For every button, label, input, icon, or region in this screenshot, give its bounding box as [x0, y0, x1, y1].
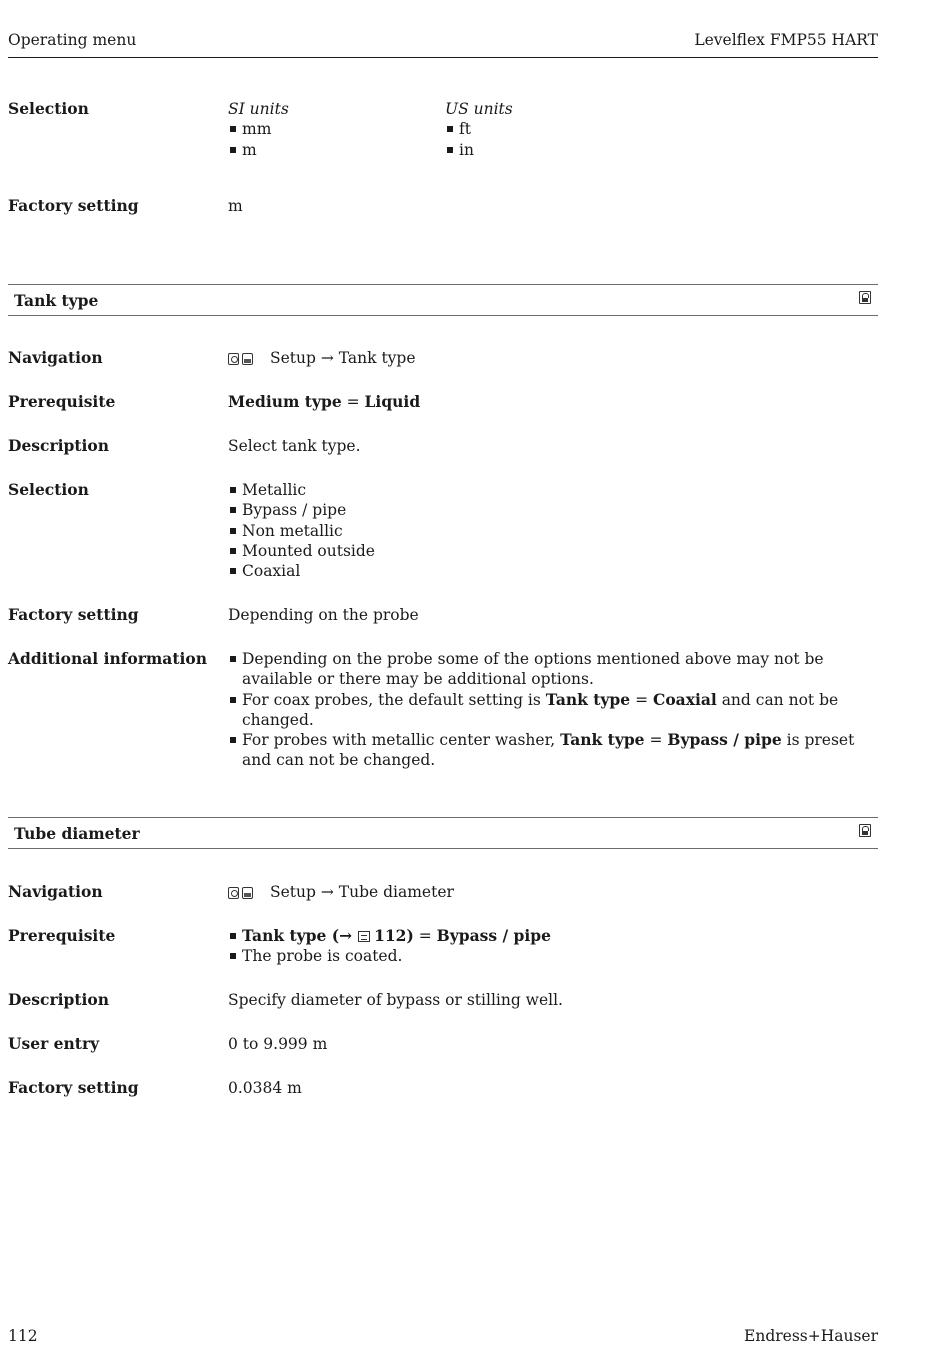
- list-item: The probe is coated.: [228, 946, 878, 966]
- navigation-value: [228, 348, 878, 369]
- additional-information-list: [228, 649, 878, 771]
- section-title: Tank type: [14, 291, 99, 310]
- operating-tool-icon: [228, 887, 239, 899]
- local-display-icon: [242, 887, 253, 899]
- user-entry-label: User entry: [8, 1034, 100, 1053]
- si-units-list: [228, 119, 428, 160]
- navigation-value: [228, 882, 878, 903]
- page-reference-icon: [358, 931, 370, 942]
- us-units-block: [445, 99, 645, 160]
- factory-setting-label: Factory setting: [8, 196, 139, 215]
- section-header-tank-type: [8, 284, 878, 316]
- navigation-icons: [228, 883, 256, 903]
- factory-setting-label: Factory setting: [8, 605, 139, 624]
- additional-information-label: Additional information: [8, 649, 208, 668]
- list-item: mm: [228, 119, 428, 139]
- prerequisite-list: [228, 926, 878, 967]
- equals: =: [341, 393, 365, 411]
- brand-name: Endress+Hauser: [744, 1327, 878, 1345]
- si-units-heading: SI units: [228, 100, 289, 118]
- factory-setting-value: Depending on the probe: [228, 606, 419, 624]
- section-title: Tube diameter: [14, 824, 140, 843]
- param-name: Medium type: [228, 392, 342, 411]
- navigation-label: Navigation: [8, 882, 103, 901]
- description-label: Description: [8, 990, 110, 1009]
- description-value: Select tank type.: [228, 437, 361, 455]
- factory-setting-value: m: [228, 197, 243, 215]
- factory-setting-label: Factory setting: [8, 1078, 139, 1097]
- prerequisite-label: Prerequisite: [8, 392, 116, 411]
- selection-label: Selection: [8, 99, 89, 118]
- factory-setting-value: 0.0384 m: [228, 1079, 302, 1097]
- param-value: Liquid: [364, 392, 421, 411]
- list-item: For coax probes, the default setting is Tank type = Coaxial and can not be changed.: [228, 690, 878, 731]
- list-item: Coaxial: [228, 561, 878, 581]
- section-header-tube-diameter: [8, 817, 878, 849]
- navigation-label: Navigation: [8, 348, 103, 367]
- prerequisite-value: [228, 392, 878, 412]
- prerequisite-label: Prerequisite: [8, 926, 116, 945]
- list-item: Non metallic: [228, 521, 878, 541]
- lock-icon: [859, 824, 871, 837]
- list-item: For probes with metallic center washer, Tank type = Bypass / pipe is preset and can not be changed.: [228, 730, 878, 771]
- navigation-path: Setup → Tank type: [270, 349, 416, 367]
- description-value: Specify diameter of bypass or stilling well.: [228, 991, 563, 1009]
- lock-icon: [859, 291, 871, 304]
- list-item: ft: [445, 119, 645, 139]
- list-item: in: [445, 140, 645, 160]
- page-number: 112: [8, 1327, 38, 1345]
- user-entry-value: 0 to 9.999 m: [228, 1035, 328, 1053]
- page-reference[interactable]: 112): [374, 926, 414, 945]
- us-units-heading: US units: [445, 100, 513, 118]
- list-item: m: [228, 140, 428, 160]
- navigation-path: Setup → Tube diameter: [270, 883, 454, 901]
- header-rule: [8, 57, 878, 58]
- list-item: Mounted outside: [228, 541, 878, 561]
- si-units-block: [228, 99, 428, 160]
- local-display-icon: [242, 353, 253, 365]
- list-item: Metallic: [228, 480, 878, 500]
- us-units-list: [445, 119, 645, 160]
- selection-label: Selection: [8, 480, 89, 499]
- list-item: Tank type (→ 112) = Bypass / pipe: [228, 926, 878, 946]
- list-item: Bypass / pipe: [228, 500, 878, 520]
- navigation-icons: [228, 349, 256, 369]
- operating-tool-icon: [228, 353, 239, 365]
- selection-list: [228, 480, 878, 581]
- list-item: Depending on the probe some of the options mentioned above may not be available or there may be additional options.: [228, 649, 878, 690]
- description-label: Description: [8, 436, 110, 455]
- running-header-product: Levelflex FMP55 HART: [694, 31, 878, 49]
- running-header-section: Operating menu: [8, 31, 137, 49]
